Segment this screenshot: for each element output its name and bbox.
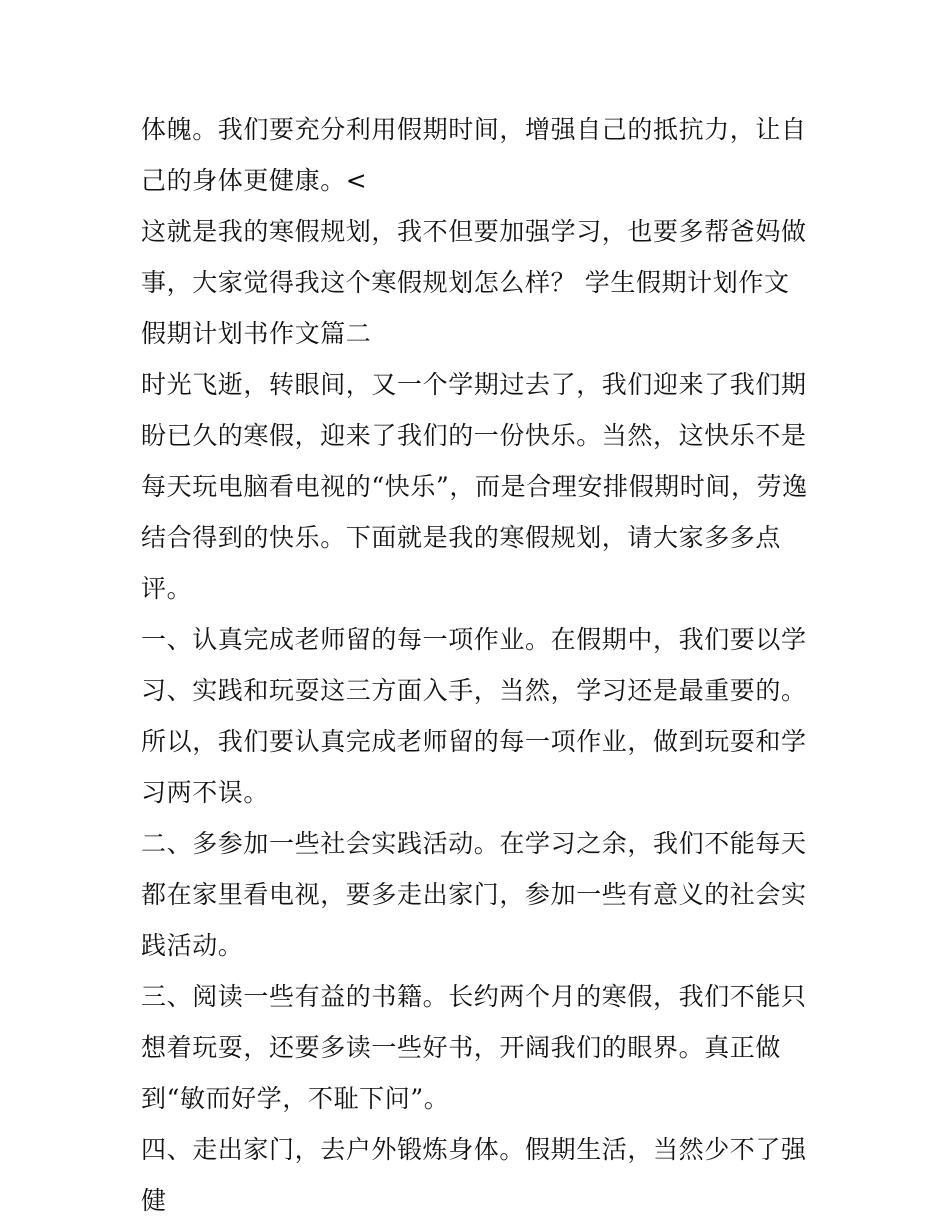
document-body <box>141 104 813 1226</box>
paragraph-1: 体魄。我们要充分利用假期时间，增强自己的抵抗力，让自己的身体更健康。< <box>141 115 807 195</box>
paragraph-5: 二、多参加一些社会实践活动。在学习之余，我们不能每天都在家里看电视，要多走出家门，参加一些有意义的社会实践活动。 <box>141 829 807 960</box>
paragraph-6: 三、阅读一些有益的书籍。长约两个月的寒假，我们不能只想着玩耍，还要多读一些好书，开阔我们的眼界。真正做到“敏而好学，不耻下问”。 <box>141 982 807 1113</box>
paragraph-7: 四、走出家门，去户外锻炼身体。假期生活，当然少不了强健 <box>141 1135 807 1215</box>
paragraph-2: 这就是我的寒假规划，我不但要加强学习，也要多帮爸妈做事，大家觉得我这个寒假规划怎么样？ 学生假期计划作文 假期计划书作文篇二 <box>141 217 807 348</box>
paragraph-3: 时光飞逝，转眼间，又一个学期过去了，我们迎来了我们期盼已久的寒假，迎来了我们的一份快乐。当然，这快乐不是每天玩电脑看电视的“快乐”，而是合理安排假期时间，劳逸结合得到的快乐。下面就是我的寒假规划，请大家多多点评。 <box>141 370 808 603</box>
paragraph-4: 一、认真完成老师留的每一项作业。在假期中，我们要以学习、实践和玩耍这三方面入手，当然，学习还是最重要的。所以，我们要认真完成老师留的每一项作业，做到玩耍和学习两不误。 <box>141 625 807 807</box>
